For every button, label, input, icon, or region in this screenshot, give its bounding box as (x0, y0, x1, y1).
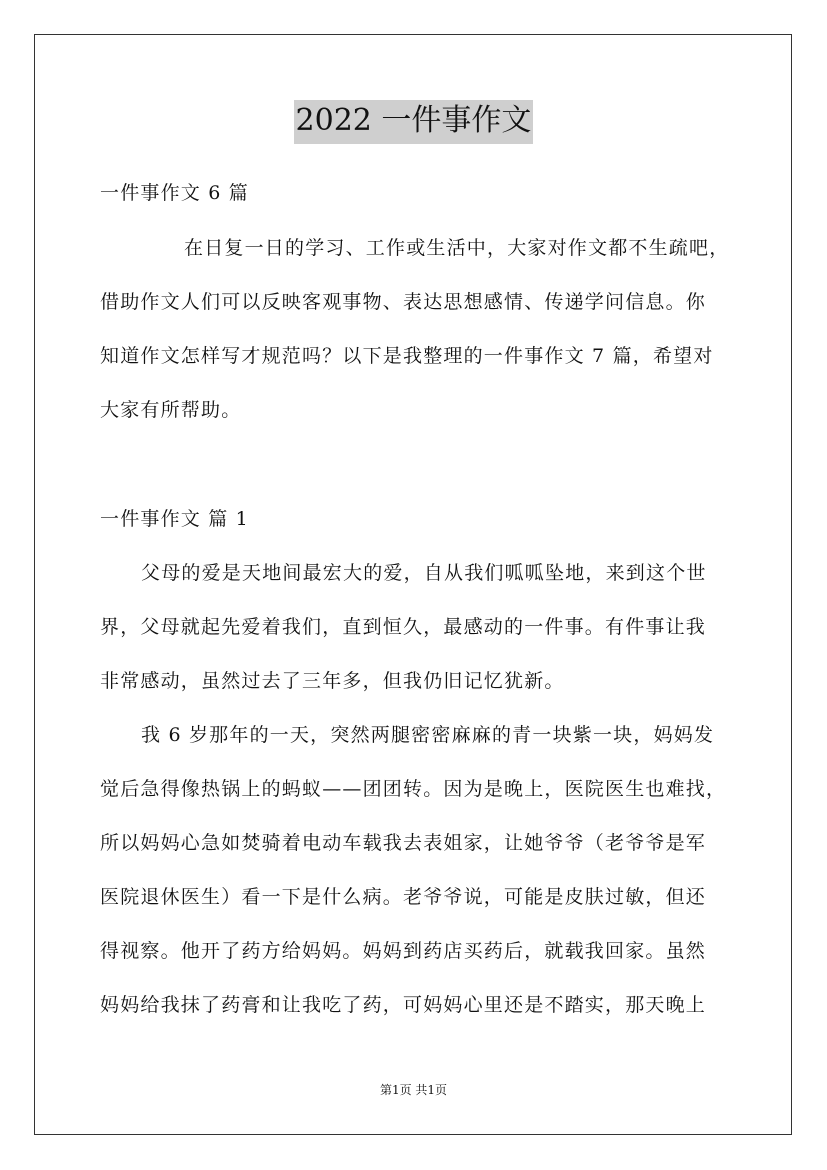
document-heading: 一件事作文 6 篇 (100, 182, 249, 204)
intro-line: 大家有所帮助。 (100, 399, 242, 421)
intro-line: 知道作文怎样写才规范吗？以下是我整理的一件事作文 7 篇，希望对 (100, 345, 714, 367)
paragraph-line: 医院退休医生）看一下是什么病。老爷爷说，可能是皮肤过敏，但还 (100, 886, 707, 908)
paragraph-line: 妈妈给我抹了药膏和让我吃了药，可妈妈心里还是不踏实，那天晚上 (100, 994, 707, 1016)
document-title-text: 2022 一件事作文 (294, 100, 534, 144)
paragraph-line: 觉后急得像热锅上的蚂蚁——团团转。因为是晚上，医院医生也难找， (100, 778, 727, 800)
paragraph-line: 所以妈妈心急如焚骑着电动车载我去表姐家，让她爷爷（老爷爷是军 (100, 832, 707, 854)
intro-line: 借助作文人们可以反映客观事物、表达思想感情、传递学问信息。你 (100, 291, 707, 313)
document-title (0, 100, 827, 144)
paragraph-line: 我 6 岁那年的一天，突然两腿密密麻麻的青一块紫一块，妈妈发 (141, 724, 715, 746)
paragraph-line: 得视察。他开了药方给妈妈。妈妈到药店买药后，就载我回家。虽然 (100, 940, 707, 962)
paragraph-line: 非常感动，虽然过去了三年多，但我仍旧记忆犹新。 (100, 670, 565, 692)
section-heading: 一件事作文 篇 1 (100, 508, 249, 530)
intro-line: 在日复一日的学习、工作或生活中，大家对作文都不生疏吧， (184, 237, 730, 259)
paragraph-line: 界，父母就起先爱着我们，直到恒久，最感动的一件事。有件事让我 (100, 616, 707, 638)
paragraph-line: 父母的爱是天地间最宏大的爱，自从我们呱呱坠地，来到这个世 (141, 562, 707, 584)
page-footer: 第1页 共1页 (379, 1083, 448, 1097)
